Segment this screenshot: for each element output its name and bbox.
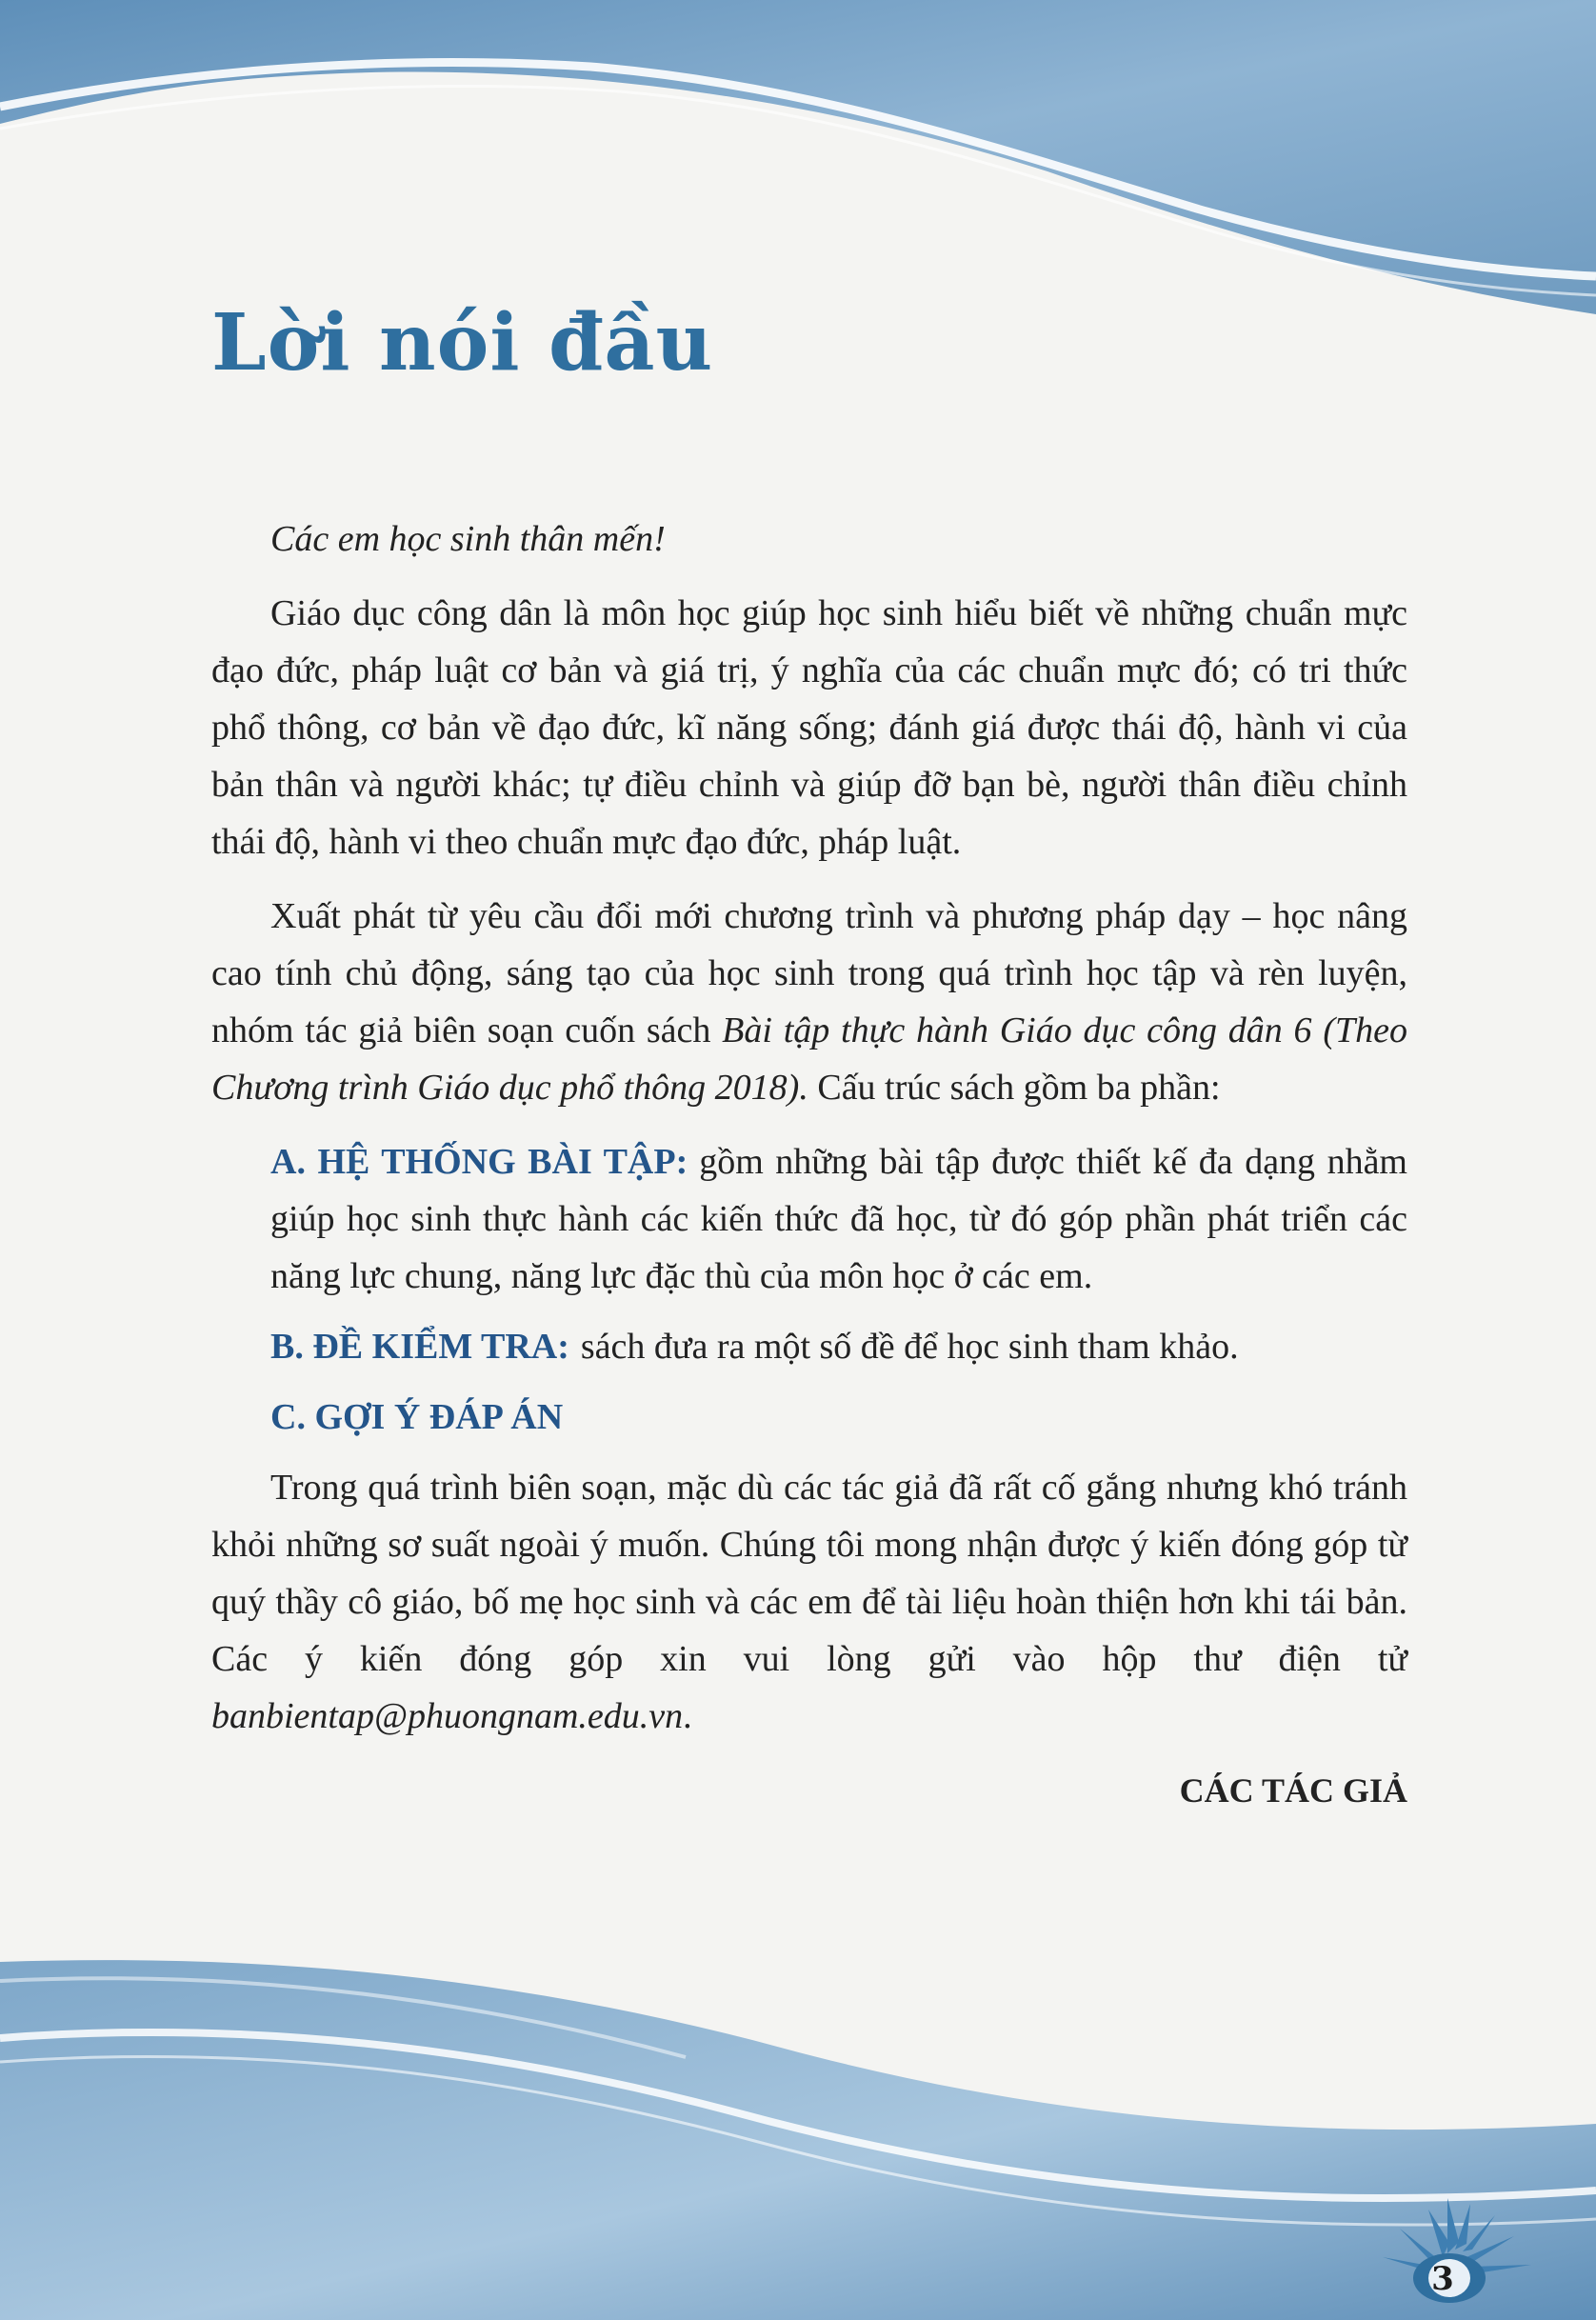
greeting: Các em học sinh thân mến!: [270, 519, 666, 559]
paragraph-structure-text: Xuất phát từ yêu cầu đổi mới chương trình và phương pháp dạy – học nâng cao tính chủ động, sáng tạo của học sinh trong quá trình học tập và rèn luyện, nhóm tác giả biên soạn cuốn sách: [211, 896, 1407, 1050]
list-item-a: [211, 1133, 1407, 1305]
paragraph-structure: [211, 888, 1407, 1116]
preface-body: [211, 510, 1407, 1819]
book-title: Bài tập thực hành Giáo dục công dân 6 (Theo Chương trình Giáo dục phổ thông 2018).: [211, 1010, 1407, 1108]
page-number: 3: [1431, 2260, 1454, 2298]
paragraph-closing: [211, 1459, 1407, 1745]
paragraph-structure-end: Cấu trúc sách gồm ba phần:: [808, 1068, 1221, 1108]
signature: CÁC TÁC GIẢ: [1179, 1771, 1407, 1810]
list-item-c: [211, 1389, 1407, 1446]
list-item-b: [211, 1318, 1407, 1375]
paragraph-intro: Giáo dục công dân là môn học giúp học sinh hiểu biết về những chuẩn mực đạo đức, pháp luật cơ bản và giá trị, ý nghĩa của các chuẩn mực đó; có tri thức phổ thông, cơ bản về đạo đức, kĩ năng sống; đánh giá được thái độ, hành vi của bản thân và người khác; tự điều chỉnh và giúp đỡ bạn bè, người thân điều chỉnh thái độ, hành vi theo chuẩn mực đạo đức, pháp luật.: [211, 593, 1407, 862]
list-item-a-heading: A. HỆ THỐNG BÀI TẬP:: [270, 1142, 688, 1182]
page-title: Lời nói đầu: [211, 297, 714, 389]
list-item-b-text: sách đưa ra một số đề để học sinh tham khảo.: [580, 1327, 1239, 1367]
bottom-wave-decoration: [0, 1943, 1596, 2320]
list-item-a-text: gồm những bài tập được thiết kế đa dạng nhằm giúp học sinh thực hành các kiến thức đã học, từ đó góp phần phát triển các năng lực chung, năng lực đặc thù của môn học ở các em.: [270, 1142, 1407, 1296]
list-item-c-heading: C. GỢI Ý ĐÁP ÁN: [270, 1397, 564, 1437]
paragraph-closing-end: .: [683, 1696, 692, 1736]
email-address: banbientap@phuongnam.edu.vn: [211, 1696, 684, 1736]
list-item-b-heading: B. ĐỀ KIỂM TRA:: [270, 1327, 569, 1367]
paragraph-closing-text: Trong quá trình biên soạn, mặc dù các tác giả đã rất cố gắng nhưng khó tránh khỏi những sơ suất ngoài ý muốn. Chúng tôi mong nhận được ý kiến đóng góp từ quý thầy cô giáo, bố mẹ học sinh và các em để tài liệu hoàn thiện hơn khi tái bản. Các ý kiến đóng góp xin vui lòng gửi vào hộp thư điện tử: [211, 1468, 1407, 1679]
